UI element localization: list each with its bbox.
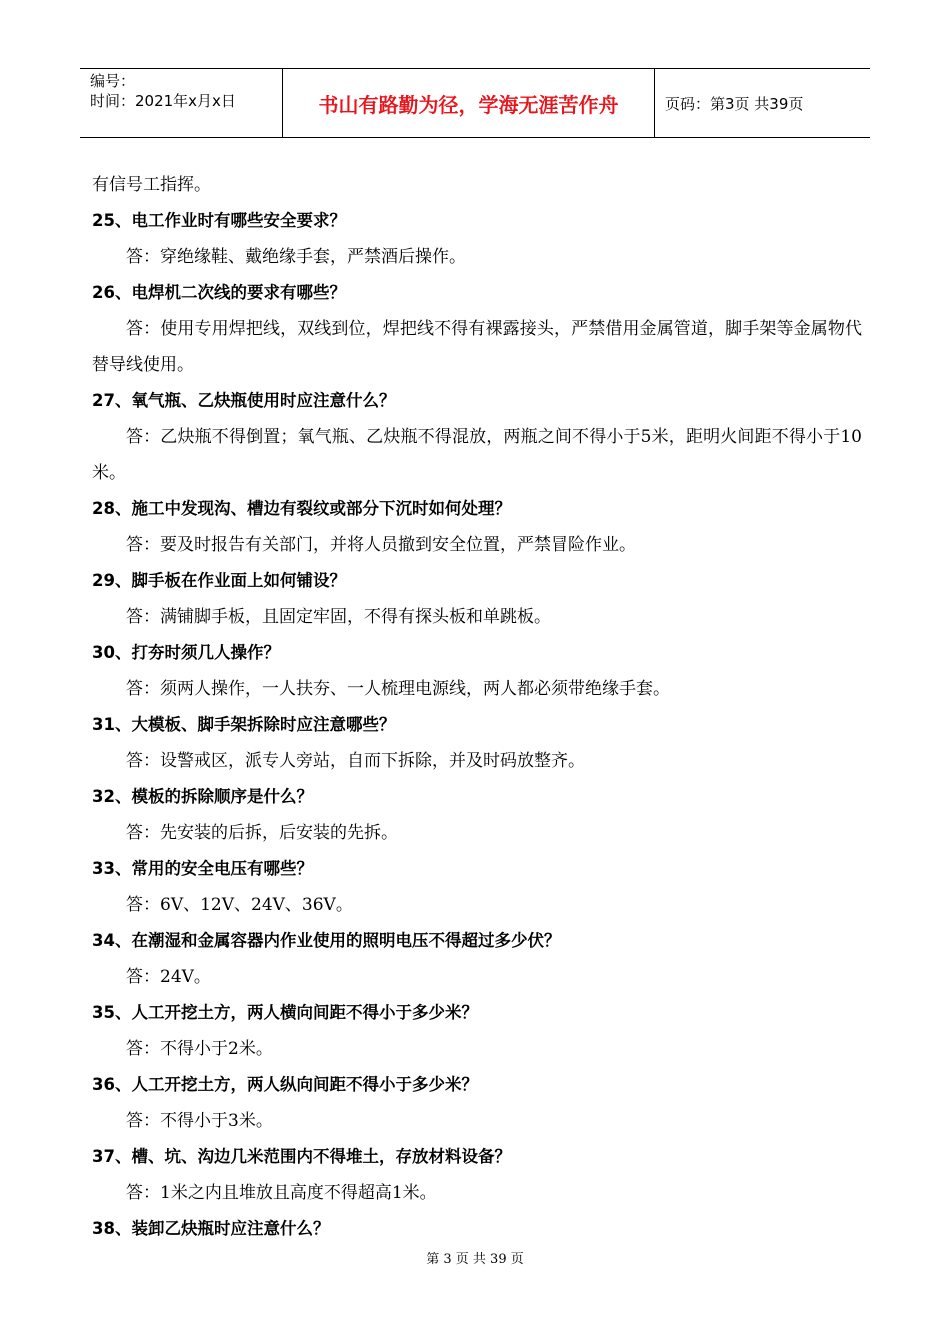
header-meta [80, 69, 283, 137]
answer: 答：穿绝缘鞋、戴绝缘手套，严禁酒后操作。 [126, 247, 466, 267]
question: 34、在潮湿和金属容器内作业使用的照明电压不得超过多少伏？ [92, 931, 561, 950]
answer: 答：先安装的后拆，后安装的先拆。 [126, 823, 398, 843]
question: 26、电焊机二次线的要求有哪些？ [92, 283, 346, 302]
question: 32、模板的拆除顺序是什么？ [92, 787, 313, 806]
answer: 答：要及时报告有关部门，并将人员撤到安全位置，严禁冒险作业。 [126, 535, 636, 555]
page-header [80, 68, 870, 138]
header-motto: 书山有路勤为径，学海无涯苦作舟 [283, 69, 655, 137]
question: 28、施工中发现沟、槽边有裂纹或部分下沉时如何处理？ [92, 499, 511, 518]
question: 35、人工开挖土方，两人横向间距不得小于多少米？ [92, 1003, 478, 1022]
answer: 答：须两人操作，一人扶夯、一人梳理电源线，两人都必须带绝缘手套。 [126, 679, 670, 699]
question: 33、常用的安全电压有哪些？ [92, 859, 313, 878]
question: 38、装卸乙炔瓶时应注意什么？ [92, 1219, 330, 1238]
answer: 答：乙炔瓶不得倒置；氧气瓶、乙炔瓶不得混放，两瓶之间不得小于5米，距明火间距不得小于10米。 [92, 427, 862, 483]
question: 30、打夯时须几人操作？ [92, 643, 280, 662]
answer: 答：不得小于2米。 [126, 1039, 273, 1059]
header-page-info: 页码：第3页 共39页 [665, 94, 804, 113]
question: 27、氧气瓶、乙炔瓶使用时应注意什么？ [92, 391, 396, 410]
answer: 答：1米之内且堆放且高度不得超高1米。 [126, 1183, 437, 1203]
answer: 答：使用专用焊把线，双线到位，焊把线不得有裸露接头，严禁借用金属管道，脚手架等金属物代替导线使用。 [92, 319, 862, 375]
answer: 答：6V、12V、24V、36V。 [126, 895, 353, 915]
answer: 答：满铺脚手板，且固定牢固，不得有探头板和单跳板。 [126, 607, 551, 627]
question: 36、人工开挖土方，两人纵向间距不得小于多少米？ [92, 1075, 478, 1094]
answer: 答：不得小于3米。 [126, 1111, 273, 1131]
question: 37、槽、坑、沟边几米范围内不得堆土，存放材料设备？ [92, 1147, 511, 1166]
question: 29、脚手板在作业面上如何铺设？ [92, 571, 346, 590]
answer: 答：24V。 [126, 967, 211, 987]
page-footer: 第 3 页 共 39 页 [426, 1252, 524, 1267]
date-label: 时间：2021年x月x日 [90, 92, 236, 110]
answer: 答：设警戒区，派专人旁站，自而下拆除，并及时码放整齐。 [126, 751, 585, 771]
document-body [92, 167, 862, 1247]
lead-text: 有信号工指挥。 [92, 175, 211, 195]
question: 25、电工作业时有哪些安全要求？ [92, 211, 346, 230]
question: 31、大模板、脚手架拆除时应注意哪些？ [92, 715, 396, 734]
number-label: 编号： [90, 72, 136, 90]
